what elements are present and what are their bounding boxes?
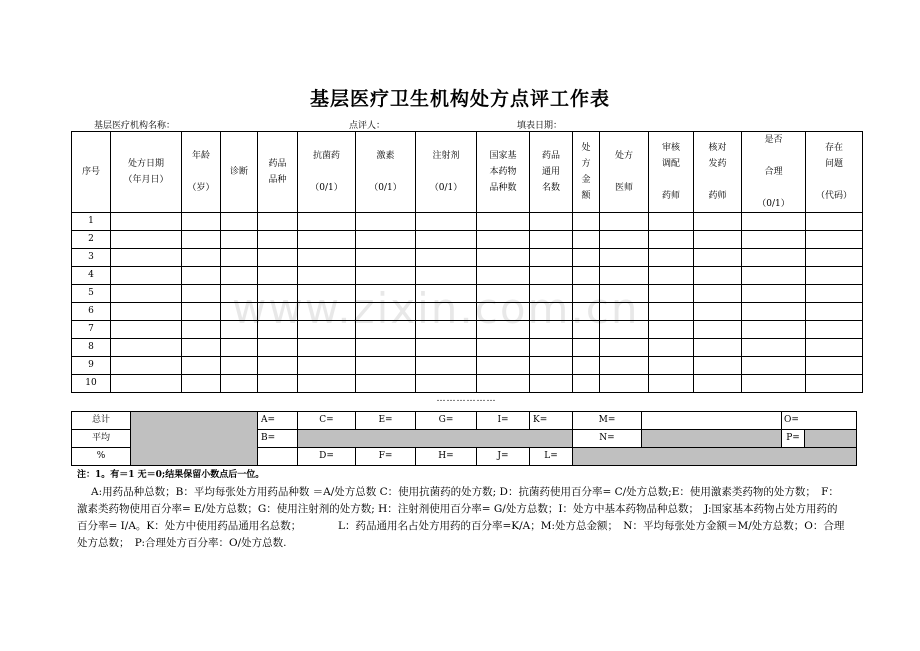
table-cell[interactable] (477, 285, 530, 303)
table-cell[interactable] (298, 231, 356, 249)
table-cell[interactable] (694, 375, 742, 393)
watermark-text: www.zixin.com.cn (232, 284, 640, 333)
table-cell[interactable] (649, 339, 694, 357)
table-cell[interactable] (416, 339, 477, 357)
table-cell[interactable] (477, 213, 530, 231)
table-row (72, 375, 863, 393)
table-cell[interactable] (649, 357, 694, 375)
table-cell[interactable] (111, 357, 182, 375)
summary-h[interactable]: H= (416, 448, 477, 466)
table-cell[interactable] (258, 357, 298, 375)
header-review-pharmacist: 审核 调配 药师 (649, 132, 694, 213)
header-variety: 药品 品种 (258, 132, 298, 213)
table-cell[interactable] (356, 357, 416, 375)
table-cell[interactable] (298, 375, 356, 393)
table-cell[interactable] (530, 303, 573, 321)
table-cell[interactable] (649, 303, 694, 321)
row-number: 4 (72, 267, 111, 285)
table-cell[interactable] (258, 375, 298, 393)
row-number: 7 (72, 321, 111, 339)
table-cell[interactable] (600, 339, 649, 357)
table-cell[interactable] (477, 357, 530, 375)
summary-d[interactable]: D= (298, 448, 356, 466)
table-cell[interactable] (356, 321, 416, 339)
table-cell[interactable] (694, 303, 742, 321)
table-cell[interactable] (221, 231, 258, 249)
table-cell[interactable] (649, 249, 694, 267)
table-cell[interactable] (111, 321, 182, 339)
table-row (72, 267, 863, 285)
table-cell[interactable] (600, 357, 649, 375)
table-cell[interactable] (416, 249, 477, 267)
table-cell[interactable] (694, 249, 742, 267)
table-cell[interactable] (258, 339, 298, 357)
table-cell[interactable] (649, 213, 694, 231)
table-cell[interactable] (742, 267, 806, 285)
summary-k[interactable]: K= (530, 412, 573, 430)
institution-name-label: 基层医疗机构名称： (94, 121, 176, 131)
table-cell[interactable] (298, 213, 356, 231)
header-date: 处方日期 （年月日） (111, 132, 182, 213)
table-cell[interactable] (806, 375, 863, 393)
table-cell[interactable] (182, 357, 221, 375)
table-cell[interactable] (573, 285, 600, 303)
header-dispense-pharmacist: 核对 发药 药师 (694, 132, 742, 213)
summary-b[interactable]: B= (258, 430, 298, 448)
summary-f[interactable]: F= (356, 448, 416, 466)
summary-p[interactable]: P= (782, 430, 805, 448)
table-cell[interactable] (573, 321, 600, 339)
table-row (72, 339, 863, 357)
row-number: 2 (72, 231, 111, 249)
summary-e[interactable]: E= (356, 412, 416, 430)
summary-o[interactable]: O= (782, 412, 857, 430)
table-cell[interactable] (221, 213, 258, 231)
table-cell[interactable] (111, 339, 182, 357)
row-number: 6 (72, 303, 111, 321)
row-number: 9 (72, 357, 111, 375)
table-cell[interactable] (742, 339, 806, 357)
table-cell[interactable] (477, 375, 530, 393)
table-cell[interactable] (530, 249, 573, 267)
summary-pct-gray (573, 448, 857, 466)
table-cell[interactable] (742, 303, 806, 321)
table-cell[interactable] (356, 285, 416, 303)
table-cell[interactable] (806, 339, 863, 357)
table-cell[interactable] (694, 357, 742, 375)
summary-pct-blank (258, 448, 298, 466)
table-cell[interactable] (742, 249, 806, 267)
table-cell[interactable] (649, 231, 694, 249)
table-cell[interactable] (298, 303, 356, 321)
header-seq: 序号 (72, 132, 111, 213)
table-cell[interactable] (742, 375, 806, 393)
table-cell[interactable] (694, 231, 742, 249)
table-cell[interactable] (416, 267, 477, 285)
table-row (72, 231, 863, 249)
table-cell[interactable] (416, 231, 477, 249)
summary-avg-label: 平均 (72, 430, 131, 448)
table-body (72, 213, 863, 393)
table-cell[interactable] (182, 339, 221, 357)
table-cell[interactable] (298, 321, 356, 339)
table-cell[interactable] (182, 303, 221, 321)
row-number: 5 (72, 285, 111, 303)
table-cell[interactable] (573, 231, 600, 249)
note-1: 注：1。有＝1 无＝0;结果保留小数点后一位。 (77, 470, 265, 480)
table-cell[interactable] (258, 321, 298, 339)
table-cell[interactable] (221, 321, 258, 339)
table-cell[interactable] (111, 249, 182, 267)
header-injection: 注射剂 （0/1） (416, 132, 477, 213)
table-cell[interactable] (600, 285, 649, 303)
header-physician: 处方 医师 (600, 132, 649, 213)
table-cell[interactable] (806, 231, 863, 249)
row-number: 8 (72, 339, 111, 357)
table-cell[interactable] (221, 267, 258, 285)
summary-j[interactable]: J= (477, 448, 530, 466)
summary-n-gray (642, 430, 782, 448)
summary-p-gray (805, 430, 857, 448)
table-cell[interactable] (649, 267, 694, 285)
table-header-row (72, 132, 863, 213)
table-cell[interactable] (477, 321, 530, 339)
table-cell[interactable] (806, 249, 863, 267)
reviewer-label: 点评人： (349, 121, 386, 131)
header-amount: 处 方 金 额 (573, 132, 600, 213)
summary-avg-gray (298, 430, 573, 448)
summary-m-value[interactable] (642, 412, 782, 430)
table-cell[interactable] (477, 231, 530, 249)
table-cell[interactable] (600, 231, 649, 249)
table-cell[interactable] (530, 231, 573, 249)
table-cell[interactable] (298, 339, 356, 357)
table-cell[interactable] (111, 285, 182, 303)
header-diagnosis: 诊断 (221, 132, 258, 213)
header-age: 年龄 （岁） (182, 132, 221, 213)
header-essential-drugs: 国家基 本药物 品种数 (477, 132, 530, 213)
table-cell[interactable] (477, 339, 530, 357)
table-cell[interactable] (298, 357, 356, 375)
table-cell[interactable] (477, 267, 530, 285)
table-cell[interactable] (649, 285, 694, 303)
table-cell[interactable] (573, 267, 600, 285)
header-generic-names: 药品 通用 名数 (530, 132, 573, 213)
summary-a[interactable]: A= (258, 412, 298, 430)
table-row (72, 321, 863, 339)
table-cell[interactable] (573, 249, 600, 267)
table-cell[interactable] (111, 267, 182, 285)
table-cell[interactable] (416, 321, 477, 339)
table-cell[interactable] (356, 267, 416, 285)
table-cell[interactable] (356, 303, 416, 321)
table-cell[interactable] (742, 321, 806, 339)
table-cell[interactable] (600, 375, 649, 393)
summary-gray-block (131, 412, 258, 466)
table-cell[interactable] (742, 231, 806, 249)
summary-g[interactable]: G= (416, 412, 477, 430)
table-cell[interactable] (806, 285, 863, 303)
table-cell[interactable] (530, 375, 573, 393)
table-cell[interactable] (806, 213, 863, 231)
table-cell[interactable] (111, 303, 182, 321)
table-cell[interactable] (182, 375, 221, 393)
summary-row-total (72, 412, 857, 430)
summary-i[interactable]: I= (477, 412, 530, 430)
table-cell[interactable] (111, 213, 182, 231)
table-cell[interactable] (356, 339, 416, 357)
header-reasonable: 是否 合理 （0/1） (742, 132, 806, 213)
header-antibiotic: 抗菌药 （0/1） (298, 132, 356, 213)
summary-c[interactable]: C= (298, 412, 356, 430)
review-table (71, 131, 863, 393)
table-cell[interactable] (649, 375, 694, 393)
table-cell[interactable] (530, 213, 573, 231)
table-cell[interactable] (416, 357, 477, 375)
row-number: 10 (72, 375, 111, 393)
summary-total-label: 总计 (72, 412, 131, 430)
table-cell[interactable] (182, 249, 221, 267)
table-cell[interactable] (416, 375, 477, 393)
table-cell[interactable] (356, 213, 416, 231)
table-cell[interactable] (221, 375, 258, 393)
summary-pct-label: % (72, 448, 131, 466)
summary-n[interactable]: N= (573, 430, 642, 448)
table-cell[interactable] (258, 303, 298, 321)
table-row (72, 249, 863, 267)
table-cell[interactable] (416, 285, 477, 303)
table-cell[interactable] (356, 249, 416, 267)
date-label: 填表日期： (517, 121, 563, 131)
table-cell[interactable] (573, 339, 600, 357)
table-cell[interactable] (221, 357, 258, 375)
table-cell[interactable] (111, 375, 182, 393)
table-cell[interactable] (356, 231, 416, 249)
table-cell[interactable] (694, 339, 742, 357)
table-cell[interactable] (356, 375, 416, 393)
summary-l[interactable]: L= (530, 448, 573, 466)
table-cell[interactable] (573, 357, 600, 375)
table-cell[interactable] (416, 213, 477, 231)
table-cell[interactable] (182, 231, 221, 249)
table-cell[interactable] (530, 267, 573, 285)
table-cell[interactable] (530, 339, 573, 357)
table-cell[interactable] (694, 213, 742, 231)
table-row (72, 285, 863, 303)
table-cell[interactable] (182, 321, 221, 339)
table-cell[interactable] (806, 321, 863, 339)
table-cell[interactable] (573, 303, 600, 321)
table-cell[interactable] (298, 267, 356, 285)
table-cell[interactable] (221, 249, 258, 267)
table-cell[interactable] (694, 267, 742, 285)
note-definitions: A:用药品种总数；B：平均每张处方用药品种数 ＝A/处方总数 C：使用抗菌药的处方数; D：抗菌药使用百分率= C/处方总数;E：使用激素类药物的处方数； F：激素类药物使用百分率= E/处方总数；G：使用注射剂的处方数; H：注射剂使用百分率= G/处方总数；I：处方中基本药物品种总数； J:国家基本药物占处方用药的百分率= I/A。K：处方中使用药品通用名总数； L：药品通用名占处方用药的百分率=K/A；M:处方总金额； N：平均每张处方金额＝M/处方总数；O：合理处方总数； P:合理处方百分率：O/处方总数. (77, 486, 845, 549)
table-cell[interactable] (182, 267, 221, 285)
table-cell[interactable] (694, 321, 742, 339)
table-cell[interactable] (600, 321, 649, 339)
table-cell[interactable] (221, 339, 258, 357)
row-number: 3 (72, 249, 111, 267)
table-cell[interactable] (573, 213, 600, 231)
table-cell[interactable] (742, 213, 806, 231)
table-row (72, 357, 863, 375)
table-cell[interactable] (298, 249, 356, 267)
table-cell[interactable] (258, 249, 298, 267)
table-cell[interactable] (258, 213, 298, 231)
table-cell[interactable] (530, 321, 573, 339)
table-cell[interactable] (477, 303, 530, 321)
table-cell[interactable] (694, 285, 742, 303)
table-cell[interactable] (530, 285, 573, 303)
table-cell[interactable] (806, 267, 863, 285)
table-cell[interactable] (742, 357, 806, 375)
table-cell[interactable] (258, 231, 298, 249)
table-cell[interactable] (742, 285, 806, 303)
table-cell[interactable] (221, 285, 258, 303)
table-cell[interactable] (600, 249, 649, 267)
table-cell[interactable] (806, 357, 863, 375)
table-row (72, 303, 863, 321)
notes-section (77, 467, 847, 552)
table-cell[interactable] (600, 213, 649, 231)
table-cell[interactable] (649, 321, 694, 339)
table-cell[interactable] (573, 375, 600, 393)
table-cell[interactable] (530, 357, 573, 375)
table-cell[interactable] (298, 285, 356, 303)
table-cell[interactable] (416, 303, 477, 321)
header-hormone: 激素 （0/1） (356, 132, 416, 213)
table-cell[interactable] (221, 303, 258, 321)
page-title: 基层医疗卫生机构处方点评工作表 (309, 88, 610, 110)
table-cell[interactable] (258, 267, 298, 285)
row-number: 1 (72, 213, 111, 231)
table-cell[interactable] (111, 231, 182, 249)
summary-m[interactable]: M= (573, 412, 642, 430)
table-cell[interactable] (182, 213, 221, 231)
header-problem: 存在 问题 （代码） (806, 132, 863, 213)
continuation-dots: ……………… (436, 394, 497, 404)
table-cell[interactable] (182, 285, 221, 303)
table-cell[interactable] (477, 249, 530, 267)
table-cell[interactable] (258, 285, 298, 303)
table-cell[interactable] (600, 267, 649, 285)
table-row (72, 213, 863, 231)
table-cell[interactable] (806, 303, 863, 321)
table-cell[interactable] (600, 303, 649, 321)
summary-table (71, 411, 857, 466)
